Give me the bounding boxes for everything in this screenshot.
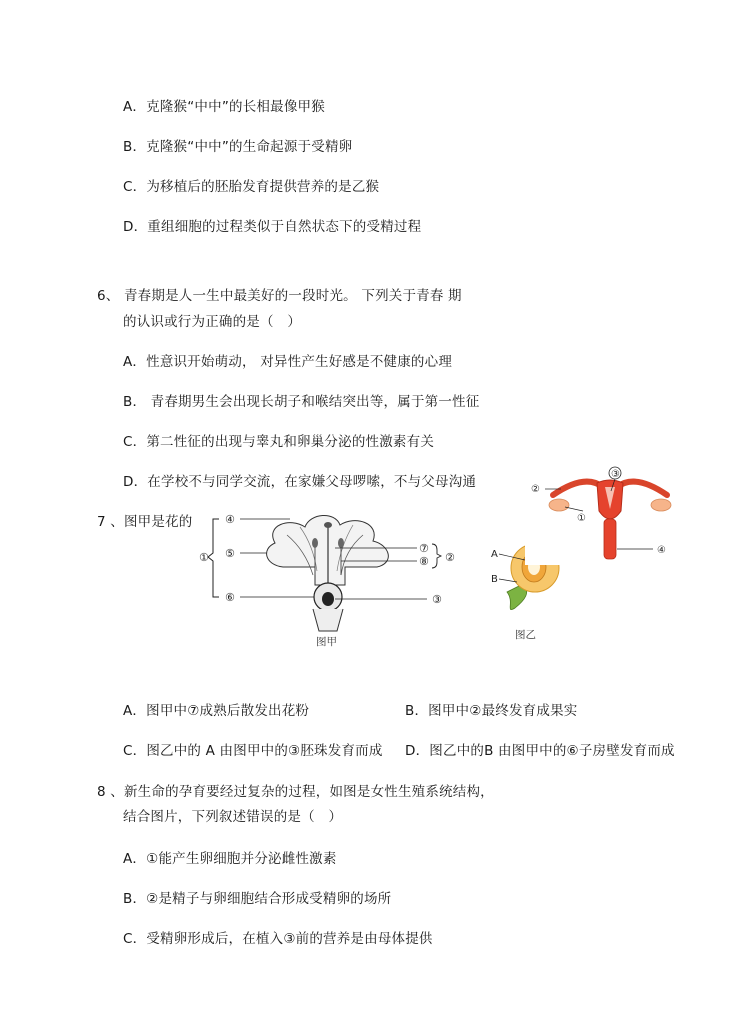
label-b: B	[491, 574, 498, 585]
label-5: ⑤	[225, 547, 235, 560]
figure-jia-caption: 图甲	[316, 636, 337, 648]
uterus-label-1: ①	[577, 513, 586, 524]
label-a: A	[491, 549, 498, 560]
q6-stem-line1: 6、 青春期是人一生中最美好的一段时光。 下列关于青春 期	[97, 288, 462, 304]
q8-option-c: C．受精卵形成后，在植入③前的营养是由母体提供	[123, 931, 433, 947]
q7-stem: 7 、图甲是花的	[97, 514, 193, 530]
q8-option-a: A．①能产生卵细胞并分泌雌性激素	[123, 851, 337, 867]
q7-option-b: B．图甲中②最终发育成果实	[405, 703, 578, 719]
q6-option-b: B． 青春期男生会出现长胡子和喉结突出等，属于第一性征	[123, 394, 480, 410]
q7-option-d: D．图乙中的B 由图甲中的⑥子房壁发育而成	[405, 743, 675, 759]
figure-yi-caption: 图乙	[515, 629, 536, 641]
label-3: ③	[432, 593, 442, 606]
q8-stem-line1: 8 、新生命的孕育要经过复杂的过程，如图是女性生殖系统结构，	[97, 784, 494, 800]
flower-structure-figure	[195, 505, 460, 655]
label-2: ②	[445, 551, 455, 564]
q6-option-c: C．第二性征的出现与睾丸和卵巢分泌的性激素有关	[123, 434, 435, 450]
q8-stem-line2: 结合图片，下列叙述错误的是（ ）	[123, 809, 343, 825]
label-6: ⑥	[225, 591, 235, 604]
q8-option-b: B．②是精子与卵细胞结合形成受精卵的场所	[123, 891, 392, 907]
label-7: ⑦	[419, 542, 429, 555]
uterus-label-2: ②	[531, 484, 540, 495]
q5-option-b: B．克隆猴“中中”的生命起源于受精卵	[123, 139, 353, 155]
q5-option-a: A．克隆猴“中中”的长相最像甲猴	[123, 99, 325, 115]
q6-option-a: A．性意识开始萌动， 对异性产生好感是不健康的心理	[123, 354, 453, 370]
uterus-label-4: ④	[657, 545, 666, 556]
q5-option-c: C．为移植后的胚胎发育提供营养的是乙猴	[123, 179, 380, 195]
q7-option-a: A．图甲中⑦成熟后散发出花粉	[123, 703, 310, 719]
uterus-label-3: ③	[611, 469, 620, 480]
q6-option-d: D．在学校不与同学交流，在家嫌父母啰嗦，不与父母沟通	[123, 474, 477, 490]
q6-stem-line2: 的认识或行为正确的是（ ）	[123, 314, 302, 330]
uterus-figure	[525, 465, 695, 565]
label-4: ④	[225, 513, 235, 526]
label-8: ⑧	[419, 555, 429, 568]
q7-option-c: C．图乙中的 A 由图甲中的③胚珠发育而成	[123, 743, 383, 759]
q5-option-d: D．重组细胞的过程类似于自然状态下的受精过程	[123, 219, 422, 235]
label-1: ①	[199, 551, 209, 564]
